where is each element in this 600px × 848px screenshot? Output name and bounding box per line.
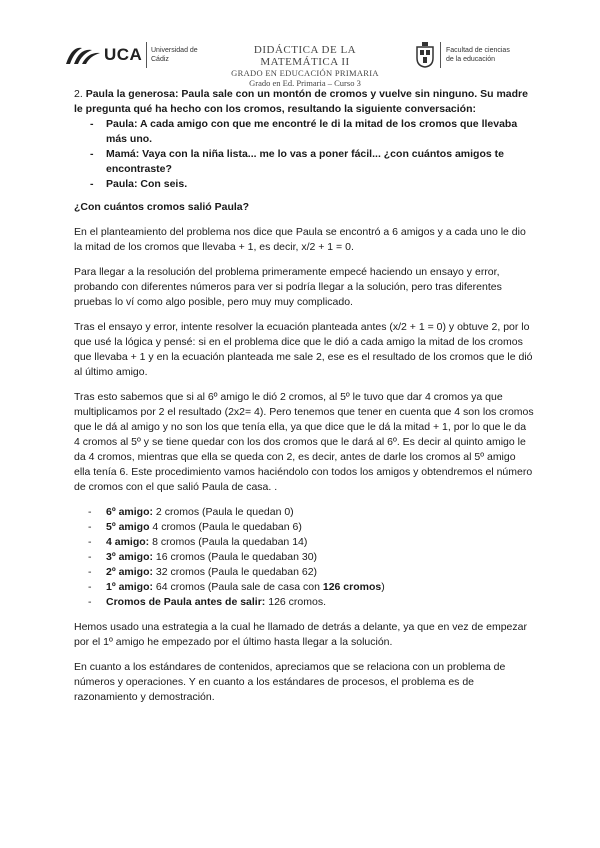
paragraph: Hemos usado una estrategia a la cual he llamado de detrás a delante, ya que en vez de empezar por el 1º amigo he empezado por el último hasta llegar a la solución. — [74, 621, 527, 648]
paragraph: En cuanto a los estándares de contenidos, apreciamos que se relaciona con un problema de números y operaciones. Y en cuanto a los estándares de procesos, el problema es de razonamiento y demostración. — [74, 661, 506, 703]
paragraph: Tras el ensayo y error, intente resolver la ecuación planteada antes (x/2 + 1 = 0) y obtuve 2, por lo que usé la lógica y pensé: si en el problema dice que le dió a cada amigo la mitad de los cromos que llevaba + 1 y en la ecuación planteada me sale 2, ese es el resultado de los cromos que le dió al último amigo. — [74, 321, 533, 378]
course-title: DIDÁCTICA DE LA MATEMÁTICA II GRADO EN EDUCACIÓN PRIMARIA Grado en Ed. Primaria – Curso 3 — [231, 44, 379, 88]
faculty-crest-icon — [416, 42, 434, 68]
dialog-line: - Paula: Con seis. — [74, 177, 534, 192]
uca-logo-text: UCA — [104, 45, 143, 64]
university-name: Universidad de Cádiz — [151, 47, 198, 63]
header-divider — [440, 42, 441, 68]
list-item: - 4 amigo: 8 cromos (Paula la quedaban 14) — [74, 535, 534, 550]
list-item: - Cromos de Paula antes de salir: 126 cromos. — [74, 595, 534, 610]
faculty-name: Facultad de ciencias de la educación — [446, 47, 510, 63]
dialog-line: - Paula: A cada amigo con que me encontré le di la mitad de los cromos que llevaba más uno. — [74, 117, 534, 147]
problem-statement: 2. Paula la generosa: Paula sale con un montón de cromos y vuelve sin ninguno. Su madre le pregunta qué ha hecho con los cromos, resultando la siguiente conversación: — [74, 88, 528, 115]
paragraph: En el planteamiento del problema nos dice que Paula se encontró a 6 amigos y a cada uno le dio la mitad de los cromos que llevaba + 1, es decir, x/2 + 1 = 0. — [74, 226, 526, 253]
problem-question: ¿Con cuántos cromos salió Paula? — [74, 201, 250, 213]
paragraph: Tras esto sabemos que si al 6º amigo le dió 2 cromos, al 5º le tuvo que dar 4 cromos ya que multiplicamos por 2 el resultado (2x2= 4). Pero tenemos que tener en cuenta que 4 son los cromos que le dá al amigo y no son los que tenía ella, ya que dice que le dá la mitad + 1, por lo que le da 4 cromos al 5º y se tiene quedar con los dos cromos que le dará al 6º. Es decir al quinto amigo le da 4 cromos, mientras que ella se queda con 2, es decir, antes de darle los cromos al 5º amigo ella tenía 6. Este procedimiento vamos haciéndolo con todos los amigos y obtendremos el número de cromos con el que salió Paula de casa. . — [74, 391, 534, 493]
list-item: - 5º amigo 4 cromos (Paula le quedaban 6) — [74, 520, 534, 535]
paragraph: Para llegar a la resolución del problema primeramente empecé haciendo un ensayo y error, probando con diferentes números para ver si podría llegar a la solución, pero tras diferentes pruebas lo ví como algo posible, pero muy muy complicado. — [74, 266, 502, 308]
list-item: - 2º amigo: 32 cromos (Paula le quedaban 62) — [74, 565, 534, 580]
list-item: - 6º amigo: 2 cromos (Paula le quedan 0) — [74, 505, 534, 520]
dialog-line: - Mamá: Vaya con la niña lista... me lo vas a poner fácil... ¿con cuántos amigos te encontraste? — [74, 147, 534, 177]
uca-logo-icon — [64, 44, 102, 66]
document-body — [74, 87, 534, 705]
results-list — [74, 505, 534, 610]
header-divider — [146, 42, 147, 68]
dialog-list — [74, 117, 534, 192]
page-header — [0, 36, 600, 86]
list-item: - 1º amigo: 64 cromos (Paula sale de casa con 126 cromos) — [74, 580, 534, 595]
list-item: - 3º amigo: 16 cromos (Paula le quedaban 30) — [74, 550, 534, 565]
